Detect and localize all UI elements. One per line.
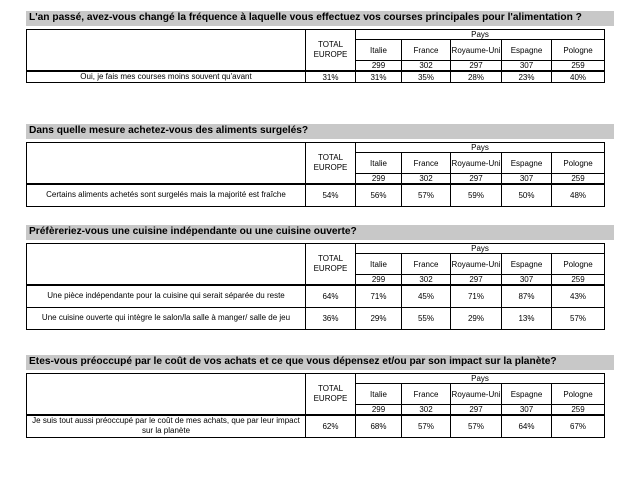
country-header-espagne: Espagne [502, 40, 552, 61]
country-header-france: France [402, 254, 451, 275]
country-header-pologne: Pologne [552, 254, 605, 275]
table-row [27, 71, 605, 83]
value-cell: 31% [356, 71, 402, 83]
country-header-royaume-uni: Royaume-Uni [451, 40, 502, 61]
value-cell: 31% [306, 71, 356, 83]
value-cell: 64% [306, 285, 356, 307]
base-count: 299 [356, 405, 402, 416]
value-cell: 13% [502, 307, 552, 329]
base-count: 299 [356, 174, 402, 185]
country-header-royaume-uni: Royaume-Uni [451, 254, 502, 275]
country-header-pologne: Pologne [552, 384, 605, 405]
header-blank-cell [27, 30, 306, 72]
country-header-italie: Italie [356, 40, 402, 61]
header-blank-cell [27, 143, 306, 185]
total-europe-header: TOTAL EUROPE [306, 244, 356, 286]
header-blank-cell [27, 374, 306, 416]
section-cost-vs-planet [26, 355, 614, 438]
total-europe-header: TOTAL EUROPE [306, 143, 356, 185]
pays-header: Pays [356, 30, 605, 40]
base-count: 297 [451, 174, 502, 185]
question-title: Dans quelle mesure achetez-vous des aliments surgelés? [26, 124, 614, 139]
base-count: 297 [451, 405, 502, 416]
base-count: 302 [402, 174, 451, 185]
base-count: 299 [356, 61, 402, 72]
total-europe-header: TOTAL EUROPE [306, 30, 356, 72]
value-cell: 87% [502, 285, 552, 307]
section-kitchen-preference [26, 225, 614, 330]
value-cell: 71% [356, 285, 402, 307]
base-count: 297 [451, 61, 502, 72]
country-header-france: France [402, 153, 451, 174]
base-count: 307 [502, 275, 552, 286]
value-cell: 29% [451, 307, 502, 329]
table-row [27, 285, 605, 307]
value-cell: 67% [552, 415, 605, 437]
total-europe-header: TOTAL EUROPE [306, 374, 356, 416]
country-header-pologne: Pologne [552, 40, 605, 61]
base-count: 299 [356, 275, 402, 286]
value-cell: 68% [356, 415, 402, 437]
value-cell: 57% [402, 184, 451, 206]
row-label: Je suis tout aussi préoccupé par le coût de mes achats, que par leur impact sur la planète [27, 415, 306, 437]
table-row [27, 184, 605, 206]
question-title: L'an passé, avez-vous changé la fréquence à laquelle vous effectuez vos courses principales pour l'alimentation ? [26, 11, 614, 26]
country-header-italie: Italie [356, 254, 402, 275]
results-table [26, 243, 605, 330]
pays-header: Pays [356, 244, 605, 254]
value-cell: 55% [402, 307, 451, 329]
base-count: 302 [402, 61, 451, 72]
value-cell: 71% [451, 285, 502, 307]
country-header-espagne: Espagne [502, 254, 552, 275]
value-cell: 40% [552, 71, 605, 83]
country-header-espagne: Espagne [502, 153, 552, 174]
row-label: Certains aliments achetés sont surgelés mais la majorité est fraîche [27, 184, 306, 206]
section-frozen-food [26, 124, 614, 207]
row-label: Oui, je fais mes courses moins souvent qu'avant [27, 71, 306, 83]
value-cell: 59% [451, 184, 502, 206]
value-cell: 62% [306, 415, 356, 437]
header-blank-cell [27, 244, 306, 286]
country-header-royaume-uni: Royaume-Uni [451, 153, 502, 174]
base-count: 259 [552, 405, 605, 416]
value-cell: 43% [552, 285, 605, 307]
results-table [26, 373, 605, 438]
section-course-frequency [26, 11, 614, 83]
country-header-france: France [402, 384, 451, 405]
value-cell: 57% [402, 415, 451, 437]
results-table [26, 142, 605, 207]
table-row [27, 415, 605, 437]
country-header-italie: Italie [356, 153, 402, 174]
base-count: 302 [402, 405, 451, 416]
value-cell: 54% [306, 184, 356, 206]
country-header-france: France [402, 40, 451, 61]
base-count: 259 [552, 174, 605, 185]
base-count: 307 [502, 405, 552, 416]
base-count: 297 [451, 275, 502, 286]
base-count: 307 [502, 61, 552, 72]
base-count: 302 [402, 275, 451, 286]
country-header-espagne: Espagne [502, 384, 552, 405]
country-header-royaume-uni: Royaume-Uni [451, 384, 502, 405]
value-cell: 48% [552, 184, 605, 206]
value-cell: 28% [451, 71, 502, 83]
value-cell: 23% [502, 71, 552, 83]
value-cell: 35% [402, 71, 451, 83]
country-header-italie: Italie [356, 384, 402, 405]
row-label: Une pièce indépendante pour la cuisine qui serait séparée du reste [27, 285, 306, 307]
base-count: 307 [502, 174, 552, 185]
question-title: Etes-vous préoccupé par le coût de vos achats et ce que vous dépensez et/ou par son impact sur la planète? [26, 355, 614, 370]
question-title: Préfèreriez-vous une cuisine indépendante ou une cuisine ouverte? [26, 225, 614, 240]
value-cell: 56% [356, 184, 402, 206]
pays-header: Pays [356, 143, 605, 153]
value-cell: 50% [502, 184, 552, 206]
value-cell: 36% [306, 307, 356, 329]
country-header-pologne: Pologne [552, 153, 605, 174]
value-cell: 45% [402, 285, 451, 307]
value-cell: 57% [451, 415, 502, 437]
value-cell: 29% [356, 307, 402, 329]
base-count: 259 [552, 61, 605, 72]
results-table [26, 29, 605, 83]
pays-header: Pays [356, 374, 605, 384]
value-cell: 57% [552, 307, 605, 329]
value-cell: 64% [502, 415, 552, 437]
table-row [27, 307, 605, 329]
base-count: 259 [552, 275, 605, 286]
row-label: Une cuisine ouverte qui intègre le salon/la salle à manger/ salle de jeu [27, 307, 306, 329]
